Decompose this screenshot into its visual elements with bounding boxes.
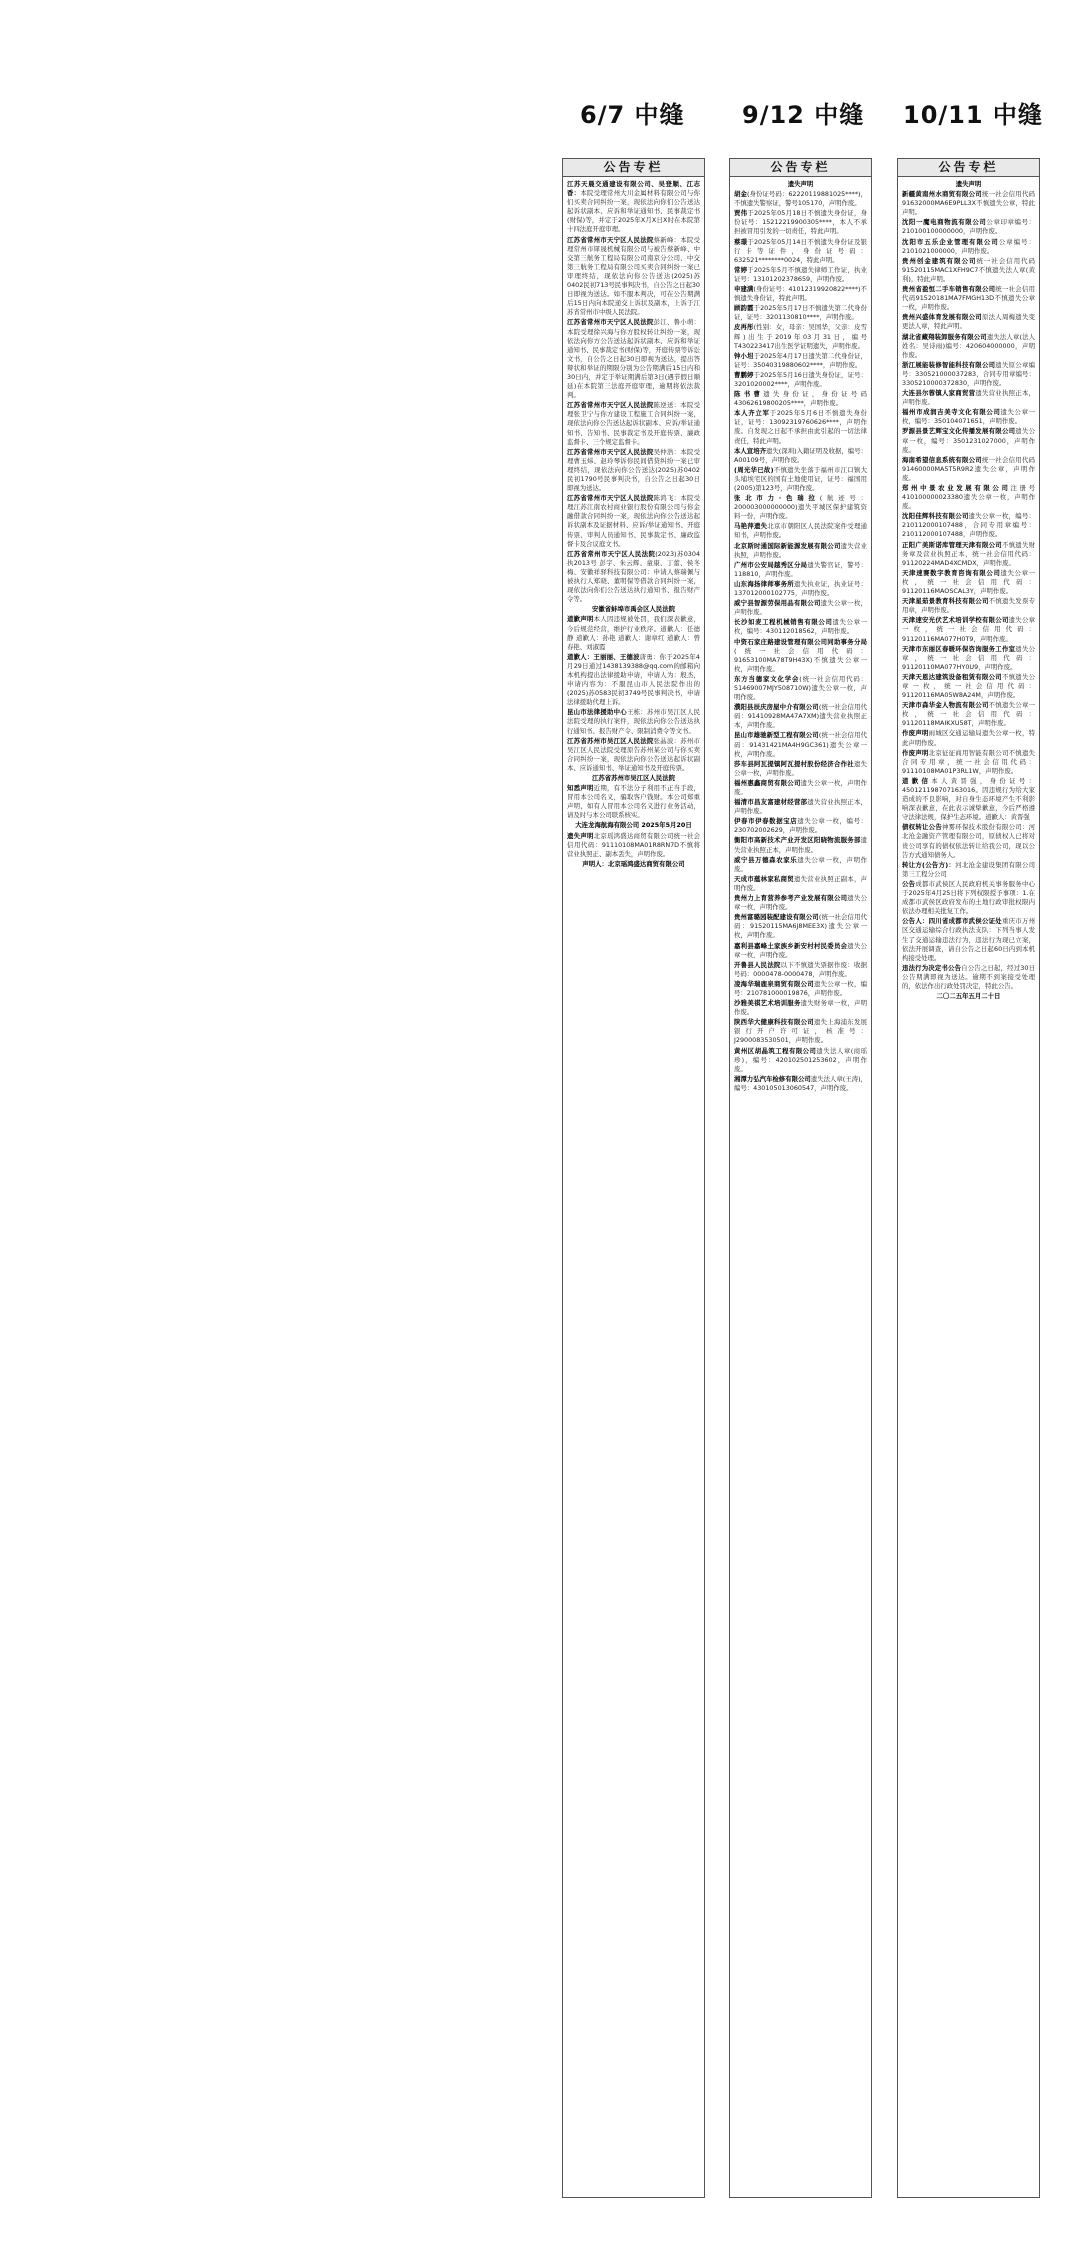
- notice-entry-body: 北京市朝阳区人民法院案件受理通知书，声明作废。: [734, 522, 868, 540]
- notice-entry: [902, 729, 1035, 747]
- notice-entry: [734, 1018, 867, 1045]
- notice-entry-body: 统一社会信用代码91460000MA5T5R9R2遗失公章，声明作废。: [902, 455, 1036, 482]
- notice-entry-head: 陕西华大健康科技有限公司: [734, 1018, 814, 1027]
- notice-entry: [734, 238, 867, 265]
- notice-entry-body: 遗失营业执照正副本，声明作废。: [734, 874, 868, 892]
- notice-entry-body: 公章编号：2101021000000，声明作废。: [902, 237, 1036, 255]
- notice-entry: [902, 218, 1035, 236]
- notice-entry-body: (身份证号码：62220119881025****)，不慎遗失警察证，警号105170，声明作废。: [734, 190, 867, 208]
- notice-entry-body: 遗失公章一枚，统一社会信用代码：91120116MA077H0T9，声明作废。: [902, 616, 1036, 643]
- notice-entry-body: 遗失公章一枚，编号：210781000019876，声明作废。: [734, 979, 868, 997]
- notice-entry-body: 于2025年05月18日不慎遗失身份证，身份证号：15212219900305****，本人不承担被冒用引发的一切责任，特此声明。: [734, 209, 868, 236]
- notice-entry: [734, 798, 867, 816]
- notice-entry: [734, 209, 867, 236]
- notice-entry: [902, 964, 1035, 991]
- notice-entry-head: 作废声明: [902, 748, 929, 757]
- notice-entry-head: 江苏省常州市天宁区人民法院: [567, 447, 654, 456]
- notice-entry: [902, 597, 1035, 615]
- notice-entry: [734, 323, 867, 350]
- notice-entry-body: 唐勇：你于2025年4月29日通过1438139388@qq.com的邮箱向本机构提出法律援助申请，申请人为：殷杰，申请内容为：不服昆山市人民法院作出的(2025)苏0583民初3749号民事判决书，申请法律援助代理上诉。: [567, 652, 701, 707]
- notice-entry: [902, 238, 1035, 256]
- notice-entry-head: 浙江展能装修智能科技有限公司: [902, 360, 996, 369]
- notice-entry-body: 遗失原公章编号：330521000037283，合同专用章编号：3305210000372830，声明作废。: [902, 360, 1036, 387]
- column-title-6-7: 6/7 中缝: [580, 101, 685, 129]
- notice-entry-head: 江苏省常州市天宁区人民法院: [567, 235, 654, 244]
- notice-entry-head: 北京斯时通国际新能源发展有限公司: [734, 541, 841, 550]
- notice-entry-head: 沈阳佳辉科技有限公司: [902, 512, 969, 521]
- notice-entry-head: 开鲁县人民法院: [734, 960, 781, 969]
- notice-entry-head: 莎车县阿瓦提镇阿瓦提村股份经济合作社: [734, 759, 854, 768]
- notice-entry-body: 遗失公章一枚，编号：430112018562，声明作废。: [734, 618, 868, 636]
- notice-entry-head: 天津市东丽区春暖环保咨询服务工作室: [902, 644, 1016, 653]
- notice-entry: [734, 731, 867, 758]
- notice-entry-head: 嘉利县嘉峰土家族乡新安村村民委员会: [734, 941, 848, 950]
- notice-entry-head: 债权转让公告: [902, 823, 942, 832]
- notice-entry: [902, 333, 1035, 360]
- notice-entry-head: 马艳萍遗失: [734, 522, 768, 531]
- notice-entry: [734, 1075, 867, 1093]
- notice-entry-head: 天津速赛数字教育咨询有限公司: [902, 568, 1001, 577]
- notice-entry-body: 北京征征商用智能有限公司不慎遗失合同专用章，统一社会信用代码：91110108MA01P3RL1W，声明作废。: [902, 748, 1036, 775]
- notice-entry-body: 以下不慎遗失票据作废：收据号码：0000478-0000478，声明作废。: [734, 960, 868, 978]
- notice-entry-head: 申建满: [734, 285, 754, 294]
- notice-entry: [567, 774, 700, 783]
- notice-entry-body: 不慎遗失财务章及营业执照正本，统一社会信用代码：91120224MAD4XCMDX，声明作废。: [902, 540, 1036, 567]
- notice-entry-body: 于2025年5月6日不慎遗失身份证，证号：13092319760626****，声明作废。自发现之日起不承担由此引起的一切法律责任，特此声明。: [734, 409, 867, 445]
- notice-entry-body: 遗失营业执照正本，声明作废。: [902, 389, 1036, 407]
- notice-entry-head: 长沙如麦工程机械销售有限公司: [734, 618, 833, 627]
- notice-entry-body: 遗失法人章(王涛)，编号：430105013060547，声明作废。: [734, 1074, 867, 1092]
- notice-entry: [567, 708, 700, 735]
- notice-entry-body: (2023)苏0304执2013号 彭宇、朱云辉、童康、丁蕾、侯冬梅、安徽祥驿科技有限公司：申请人蔡瑞佩与被执行人郑晓、董明保等借款合同纠纷一案，现依法向你们公告送达执行通知书、报告财产令等。: [567, 549, 701, 604]
- notice-entry-body: 近期，有不法分子利用不正当手段，冒用本公司名义，骗取客户钱财。本公司郑重声明，如有人冒用本公司名义进行业务活动，请及时与本公司联系核实。: [567, 784, 701, 820]
- notice-entry: [902, 512, 1035, 539]
- notice-entry: [902, 616, 1035, 643]
- notice-entry-body: 遗失上海浦东发展银行开户许可证，核准号：J2900083530501，声明作废。: [734, 1018, 868, 1045]
- notice-entry: [567, 653, 700, 708]
- notice-entry-body: 统一社会信用代码91520181MA7FMGH13D不慎遗失公章一枚，声明作废。: [902, 285, 1036, 312]
- notice-entry-head: 大连县尔蓉镇人家商贸营: [902, 389, 976, 398]
- notice-entry-body: 本人黄晋强，身份证号：450121198707163016。因违规行为给大家造成的不良影响，对自身生态环境产生不利影响深表歉意，在此表示诚挚歉意，今后严格遵守法律法规，保护生态环境。道歉人：黄晋强: [902, 776, 1036, 822]
- column-title-10-11: 10/11 中缝: [903, 101, 1043, 129]
- notice-entry-body: 统一社会信用代码91520115MAC1XFH9C7不慎遗失法人章(黄利)，特此声明。: [902, 256, 1036, 283]
- notice-entry-head: 天成市蕴林家私商贸: [734, 874, 794, 883]
- notice-entry-head: 伊春市伊春数据宝店: [734, 817, 798, 826]
- column-header: 公告专栏: [563, 159, 704, 177]
- notice-entry-head: 贵州兴盛体育发展有限公司: [902, 313, 982, 322]
- notice-entry-body: 遗失公章一枚，编号：3501231027000，声明作废。: [902, 427, 1036, 454]
- notice-entry: [734, 447, 867, 465]
- notice-entry: [567, 448, 700, 493]
- notice-entry-body: 本院受理常州大川金属材料有限公司与你们买卖合同纠纷一案，现依法向你们公告送达起诉状副本、应诉和举证通知书、民事裁定书(财保)等，并定于2025年X月X日X时在本院第十四法庭开庭审理。: [567, 189, 700, 234]
- notice-entry-head: 贾伟: [734, 209, 748, 218]
- notice-entry-body: 不慎遗失公章一枚，统一社会信用代码：91120118MAIKXU58T，声明作废。: [902, 701, 1036, 728]
- notice-entry: [734, 371, 867, 389]
- notice-entry-body: 河北沧金建设集团有限公司 第三工程分公司: [902, 860, 1035, 878]
- notice-entry: [734, 980, 867, 998]
- notice-entry: [734, 390, 867, 408]
- notice-entry-body: 吴仲浩：本院受理曹玉炜、赵玲琴诉你民间借贷纠纷一案已审理终结，现依法向你公告送达(2025)苏0402民初1790号民事判决书，自公告之日起30日即视为送达。: [567, 447, 701, 493]
- notice-entry-body: 遗失公章，统一社会信用代码：91120110MA077HY0U9，声明作废。: [902, 644, 1036, 671]
- notice-entry: [902, 389, 1035, 407]
- notice-entry-head: 中资石家庄路建设管理有限公司同助事务分局: [734, 637, 867, 646]
- notice-entry-head: 沈阳一魔电商物流有限公司: [902, 218, 987, 227]
- notice-entry: [734, 542, 867, 560]
- notice-entry-body: 遗失公章一枚，声明作废。: [734, 759, 868, 777]
- notice-entry-head: 江苏省常州市天宁区人民法院: [567, 549, 656, 558]
- notice-entry-head: 正阳广美斯诺库管理天津有限公司: [902, 540, 1002, 549]
- notice-entry-head: 海南希望信息系统有限公司: [902, 455, 982, 464]
- notice-entry-body: (统一社会信用代码：91431421MA4H9GC361)遗失公章一枚，声明作废。: [734, 731, 867, 758]
- notice-entry: [567, 318, 700, 400]
- notice-entry: [734, 618, 867, 636]
- notice-entry-head: 沙雅美祺艺术培训服务: [734, 999, 801, 1008]
- notice-entry-head: 福清市昌友富建材经营部: [734, 798, 808, 807]
- column-body: [730, 177, 871, 1098]
- notice-entry-body: 原法人周梅遗失变更法人章，特此声明。: [902, 313, 1036, 331]
- notice-entry-head: 声明人：北京瑶鸿盛达商贸有限公司: [582, 859, 685, 868]
- notice-entry: [734, 1047, 867, 1074]
- notice-column-6-7: [562, 158, 705, 2198]
- notice-entry-body: 遗失公章一枚，声明作废。: [734, 894, 868, 912]
- notice-entry-body: 于2025年5月17日不慎遗失第二代身份证，证号：3201130810****，声明作废。: [734, 304, 868, 322]
- notice-entry: [567, 180, 700, 235]
- notice-entry-head: 安徽省蚌埠市禹会区人民法院: [591, 605, 676, 614]
- notice-entry-head: 顾韵霞: [734, 304, 754, 313]
- notice-entry: [734, 304, 867, 322]
- notice-entry-body: 遗失公章一枚，声明作废。: [734, 778, 868, 796]
- notice-entry-body: 成都市武侯区人民政府机关事务服务中心于2025年4月25日将下列权限授予事项：1.在成都市武侯区政府发布的土地行政审批权限内依法办理相关批复工作。: [902, 879, 1035, 916]
- notice-entry: [902, 992, 1035, 1001]
- notice-entry-body: 遗失公章一枚，编号：230702002629，声明作废。: [734, 817, 868, 835]
- notice-entry-head: 张北市力·色瑞拉: [734, 494, 820, 503]
- notice-entry-head: 天津市森华金人物流有限公司: [902, 701, 989, 710]
- notice-entry: [902, 313, 1035, 331]
- notice-entry-body: 遗失公章一枚，声明作废。: [734, 599, 868, 617]
- notice-entry-body: 遗失营业执照正本，声明作废。: [734, 836, 867, 854]
- notice-entry-body: (航迹号：200003000000000)遗失平城区保护建筑资料一份，声明作废。: [734, 494, 867, 521]
- notice-entry-body: (身份证号：41012319920822****)不慎遗失身份证，特此声明。: [734, 285, 867, 303]
- notice-entry: [902, 180, 1035, 189]
- notice-entry: [734, 580, 867, 598]
- notice-entry: [902, 569, 1035, 596]
- notice-entry-head: (周光华已故): [734, 465, 774, 474]
- notice-entry-body: (性别：女，母亲：吴国华，父亲：皮雪辉)出生于2019年03月31日，编号T430223417出生医学证明遗失，声明作废。: [734, 323, 867, 350]
- notice-entry: [567, 550, 700, 605]
- notice-entry: [734, 894, 867, 912]
- notice-entry: [902, 541, 1035, 568]
- notice-entry: [734, 675, 867, 702]
- notice-entry-head: 江苏省苏州市吴江区人民法院: [567, 736, 654, 745]
- notice-entry: [902, 880, 1035, 916]
- notice-entry-head: 衡阳市高新技术产业开发区阳晓物流服务部: [734, 836, 861, 845]
- notice-entry: [902, 408, 1035, 426]
- notice-entry: [734, 836, 867, 854]
- notice-entry-body: 统一社会信用代码91632000MA6E9PLL3X不慎遗失公章，特此声明。: [902, 190, 1036, 217]
- notice-entry-head: 道歉人：王丽丽、王德波: [567, 652, 640, 661]
- notice-entry-body: 遗失公章一枚，编号：210112000107488，合同专用章编号：210112000107488，声明作废。: [902, 512, 1036, 539]
- notice-entry-head: 江苏天晨交通建设有限公司、吴登顺、江志香：: [567, 180, 700, 198]
- notice-entry: [902, 257, 1035, 284]
- notice-entry-head: 昆山市雄驰新型工程有限公司: [734, 731, 819, 740]
- notice-entry-head: 遗失声明: [955, 180, 982, 188]
- notice-entry-body: 于2025年5月不慎遗失律师工作证，执业证号：13101202378659，声明作废。: [734, 265, 867, 283]
- notice-entry-head: 蔡璟: [734, 237, 748, 246]
- notice-entry: [567, 401, 700, 446]
- notice-entry: [734, 913, 867, 940]
- notice-entry-body: 本人因违规被处罚，我们深表歉意，今后规范经营，维护行业秩序。道歉人：任德静 道歉人：孙艳 道歉人：谢章红 道歉人：曾春艳、刘淑霞: [567, 615, 701, 651]
- notice-entry-head: 公告人：四川省成都市武侯公证处: [902, 917, 1002, 926]
- notice-entry-head: 曹鹏婷: [734, 370, 754, 379]
- notice-entry-head: 违法行为决定书公告: [902, 963, 962, 972]
- notice-entry: [734, 961, 867, 979]
- notice-entry-head: 江苏省常州市天宁区人民法院: [567, 494, 654, 503]
- notice-entry-head: 江苏省常州市天宁区人民法院: [567, 318, 654, 327]
- notice-entry-body: 于2025年05月14日不慎遗失身份证及银行卡等证件，身份证号码：632521********0024，特此声明。: [734, 237, 868, 264]
- notice-entry-head: 转让方(公告方)：: [902, 860, 956, 869]
- notice-entry: [734, 638, 867, 674]
- notice-entry: [567, 860, 700, 869]
- notice-entry: [734, 875, 867, 893]
- notice-entry-body: 重庆市万州区交通运输综合行政执法支队：下列当事人发生了交通运输违法行为，违法行为现已立案，依法开展调查，请自公告之日起60日内到本机构接受处理。: [902, 917, 1036, 962]
- notice-entry: [567, 236, 700, 318]
- notice-entry-body: 遗失法人章(法人姓名：吴诗雨)编号：420604000000，声明作废。: [902, 332, 1035, 359]
- notice-entry-head: 常婷: [734, 265, 748, 274]
- notice-entry: [902, 749, 1035, 776]
- notice-entry-head: 罗源县景艺辉宝文化传播发展有限公司: [902, 427, 1016, 436]
- notice-entry-body: (统一社会信用代码：51469007MJY508710W)遗失公章一枚，声明作废。: [734, 674, 867, 702]
- notice-entry-body: 不慎遗失公章一枚，统一社会信用代码：91120116MA05W8A24M，声明作废。: [902, 672, 1036, 700]
- notice-entry-head: 昆山市法律援助中心: [567, 708, 627, 717]
- notice-entry: [567, 494, 700, 549]
- notice-entry-head: 陈书曹: [734, 390, 764, 399]
- notice-entry-body: 北京瑶鸿盛达商贸有限公司统一社会信用代码：91110108MA01R8RN7D不慎将营业执照正、副本丢失，声明作废。: [567, 831, 701, 858]
- notice-entry: [734, 494, 867, 521]
- notice-entry-body: 彭江、鲁小萌：本院受理徐兴海与你方股权转让纠纷一案，现依法向你方公告送达起诉状副本、应诉和举证通知书、民事裁定书(财保)等，开庭传票等诉讼文书，自公告之日起30日即视为送达，提出答辩状和举证的期限分别为公告期满后15日内和30日内，并定于举证期满后第3日(遇节假日顺延)在本院第三法庭开庭审理，逾期将依法裁判。: [567, 318, 701, 400]
- notice-entry-head: 黄州区胡晶筑工程有限公司: [734, 1046, 817, 1055]
- notice-entry-body: 遗失(深圳)入籍证明及收据，编号：A00109号，声明作废。: [734, 446, 867, 464]
- notice-entry: [734, 817, 867, 835]
- notice-entry-head: 道歉声明: [567, 615, 594, 624]
- notice-entry-body: 遗失身份证，身份证号码 43062619800205****，声明作废。: [734, 390, 868, 408]
- notice-entry: [902, 427, 1035, 454]
- notice-entry-body: 遗失公章一枚，编号：350104071651，声明作废。: [902, 408, 1036, 426]
- notice-entry-body: (统一社会信用代码：91653100MA78T9H43X)不慎遗失公章一枚，声明作废。: [734, 646, 867, 673]
- notice-entry-body: 遗失营业执照，声明作废。: [734, 541, 868, 559]
- notice-entry: [567, 832, 700, 859]
- notice-entry-body: 不慎遗失坐落于福州市江口镇大头埔埃宅区的国有土地使用证，证号：福国用(2005)第123号，声明作废。: [734, 465, 867, 492]
- notice-entry-head: 钟小坦: [734, 351, 754, 360]
- notice-entry-head: 本人齐立军: [734, 409, 770, 418]
- notice-entry: [902, 861, 1035, 879]
- notice-entry-head: 作废声明: [902, 729, 929, 738]
- column-header: 公告专栏: [898, 159, 1039, 177]
- notice-entry: [734, 856, 867, 874]
- notice-entry-body: 陈逆送：本院受理张卫宁与你方建设工程施工合同纠纷一案，现依法向你公告送达起诉状副本、应诉/举证通知书、告知书、民事裁定书及开庭传票、廉政监督卡、三个规定监督卡。: [567, 401, 701, 446]
- notice-entry-body: 蔡新峰：本院受理常州市犀晟机械有限公司与被告蔡新峰、中交第三航务工程局有限公司南京分公司、中交第三航务工程局有限公司买卖合同纠纷一案已审理终结，现依法向你公告送达(2025)苏0402民初713号民事判决书，自公告之日起30日即视为送达。如不服本判决，可在公告期满后15日内向本院递交上诉状及副本，上诉于江苏省常州市中级人民法院。: [567, 235, 701, 317]
- notice-entry-head: 本人宣培齐: [734, 446, 766, 455]
- notice-entry-head: 福州惠鑫商贸有限公司: [734, 778, 801, 787]
- notice-entry-head: 郑州中景农业发展有限公司: [902, 484, 1011, 492]
- notice-entry: [902, 701, 1035, 728]
- notice-entry-head: 威宁县万德森农家乐: [734, 855, 798, 864]
- notice-entry-head: 公告: [902, 879, 916, 888]
- notice-entry-body: 遗失公章一枚，声明作废。: [734, 941, 868, 959]
- notice-entry: [734, 180, 867, 189]
- notice-column-10-11: [897, 158, 1040, 2198]
- notice-entry: [902, 823, 1035, 859]
- notice-entry-head: 沈阳市五乐企业管理有限公司: [902, 237, 999, 246]
- notice-entry: [734, 522, 867, 540]
- notice-entry-head: 江苏省苏州市吴江区人民法院: [591, 774, 676, 782]
- notice-entry-body: 遗失法人章(商瑶珍)，编号：420102501253602，声明作废。: [734, 1046, 867, 1073]
- notice-entry-body: 张晶波：苏州市吴江区人民法院受理原告苏州某公司与你买卖合同纠纷一案，现依法向你公告送达起诉状副本、应诉通知书、举证通知书及开庭传票。: [567, 736, 701, 772]
- notice-entry-head: 天津天恩达建筑设备租赁有限公司: [902, 672, 1002, 681]
- column-header: 公告专栏: [730, 159, 871, 177]
- notice-entry-body: (统一社会信用代码：91410928MA47A7XM)遗失营业执照正本，声明作废。: [734, 703, 867, 730]
- notice-entry: [567, 615, 700, 651]
- notice-entry: [902, 456, 1035, 483]
- notice-entry: [734, 285, 867, 303]
- column-title-9-12: 9/12 中缝: [742, 101, 865, 129]
- notice-entry-head: 天津星茹景教育科技有限公司: [902, 597, 989, 606]
- notice-entry-head: 东方当德家文化学会: [734, 674, 800, 683]
- notice-entry: [902, 777, 1035, 822]
- notice-entry-head: 遗失声明: [787, 180, 814, 188]
- notice-entry-body: 注册号410100000023380遗失公章一枚，声明作废。: [902, 484, 1036, 511]
- notice-entry-body: 自公告之日起，经过30日公告期满即视为送达。逾期不到案接受处理的，依法作出行政处罚决定，特此公告。: [902, 963, 1036, 990]
- notice-entry-body: 王栋：苏州市吴江区人民法院受理的执行案件，现依法向你公告送达执行通知书、报告财产令、限制消费令等文书。: [567, 708, 701, 735]
- notice-entry-body: 遗失营业执照正本，声明作废。: [734, 798, 868, 816]
- notice-entry: [902, 673, 1035, 700]
- notice-entry-head: 贵州创金建筑有限公司: [902, 256, 977, 265]
- notice-entry: [734, 942, 867, 960]
- notice-entry-head: 二〇二五年五月二十日: [936, 992, 1001, 1001]
- notice-entry-head: 江苏省常州市天宁区人民法院: [567, 401, 654, 410]
- notice-entry-head: 福州市成润吉美寺文化有限公司: [902, 408, 1001, 417]
- notice-entry: [902, 917, 1035, 962]
- notice-entry: [567, 821, 700, 830]
- notice-entry-head: 遗失声明: [567, 831, 594, 840]
- notice-entry: [734, 466, 867, 493]
- notice-entry: [734, 352, 867, 370]
- notice-entry-head: 皮再彤: [734, 323, 754, 332]
- notice-entry-head: 知悉声明: [567, 784, 594, 793]
- notice-entry-body: 遗失公章一枚，声明作废。: [734, 855, 868, 873]
- notice-entry-body: 陈鸿飞：本院受理江苏江南农村商业银行股份有限公司与你金融借款合同纠纷一案，现依法向你公告送达起诉状副本及证据材料、应诉/举证通知书、开庭传票、审判人员通知书、民事裁定书、廉政监督卡及合议庭文书。: [567, 494, 701, 548]
- notice-entry: [902, 361, 1035, 388]
- notice-entry: [734, 760, 867, 778]
- notice-entry-body: 不慎遗失发票专用章，声明作废。: [902, 597, 1036, 615]
- notice-entry-head: 道歉信: [902, 776, 932, 785]
- notice-entry-body: 雨城区交通运输局遗失公章一枚，特此声明作废。: [902, 729, 1036, 747]
- notice-entry-head: 贵州省盈恒二手车销售有限公司: [902, 285, 996, 294]
- notice-entry: [567, 784, 700, 820]
- notice-entry: [734, 409, 867, 445]
- notice-entry-body: 遗失警官证，警号：118810，声明作废。: [734, 560, 868, 578]
- notice-entry-body: (统一社会信用代码：91520115MA6J8MEE3X)遗失公章一枚，声明作废。: [734, 913, 867, 940]
- notice-entry-body: 遗失财务章一枚，声明作废。: [734, 999, 868, 1017]
- notice-entry: [902, 285, 1035, 312]
- notice-entry: [734, 190, 867, 208]
- notice-column-9-12: [729, 158, 872, 2198]
- notice-entry-body: 于2025年4月17日遗失第二代身份证，证号：35040319880602****，声明作废。: [734, 351, 868, 369]
- notice-entry-head: 湖北省藏翔装卸服务有限公司: [902, 332, 987, 341]
- notice-entry-body: 于2025年5月16日遗失身份证，证号：3201020002****，声明作废。: [734, 370, 868, 388]
- notice-entry-head: 威宁县智源劳保用品有限公司: [734, 599, 821, 608]
- notice-entry-head: 新疆黄南州水商贸有限公司: [902, 190, 982, 199]
- notice-entry-body: 公章印章编号：210100100000000，声明作废。: [902, 218, 1035, 236]
- notice-entry-head: 大连龙海航海有限公司 2025年5月20日: [575, 821, 692, 830]
- notice-entry: [734, 779, 867, 797]
- notice-entry-head: 凌海华瑞鹿泉商贸有限公司: [734, 979, 814, 988]
- notice-entry: [902, 645, 1035, 672]
- notice-entry-head: 贵州力上育营养参考产业发展有限公司: [734, 894, 848, 903]
- notice-entry-head: 山东海扬律师事务所: [734, 579, 794, 588]
- notice-entry: [734, 599, 867, 617]
- notice-entry-body: 神雾环保技术股份有限公司：河北沧金融资产管理有限公司，原债权人已将对贵公司享有的债权依法转让给我公司，现以公告方式通知债务人。: [902, 823, 1036, 859]
- column-body: [898, 177, 1039, 1006]
- notice-entry: [734, 703, 867, 730]
- notice-entry: [734, 561, 867, 579]
- notice-entry-head: 濮阳县辰庆房屋中介有限公司: [734, 703, 819, 712]
- notice-entry: [734, 266, 867, 284]
- notice-entry-body: 遗失公章一枚，统一社会信用代码：91120116MAOSCAL3Y，声明作废。: [902, 568, 1036, 596]
- notice-entry-head: 广州市公安局越秀区分局: [734, 560, 808, 569]
- notice-entry: [567, 605, 700, 614]
- notice-entry-head: 湘潭力弘汽车检修有限公司: [734, 1074, 811, 1083]
- notice-entry-head: 贵州富璐园装配建设有限公司: [734, 913, 819, 922]
- notice-entry: [567, 737, 700, 773]
- notice-entry: [902, 190, 1035, 217]
- notice-entry: [902, 484, 1035, 511]
- notice-entry-head: 天津速安光伏艺术培训学校有限公司: [902, 616, 1009, 625]
- notice-entry-body: 遗失执业证，执业证号：137012000102775，声明作废。: [734, 579, 868, 598]
- column-body: [563, 177, 704, 874]
- notice-entry: [734, 999, 867, 1017]
- notice-entry-head: 胡金: [734, 190, 747, 199]
